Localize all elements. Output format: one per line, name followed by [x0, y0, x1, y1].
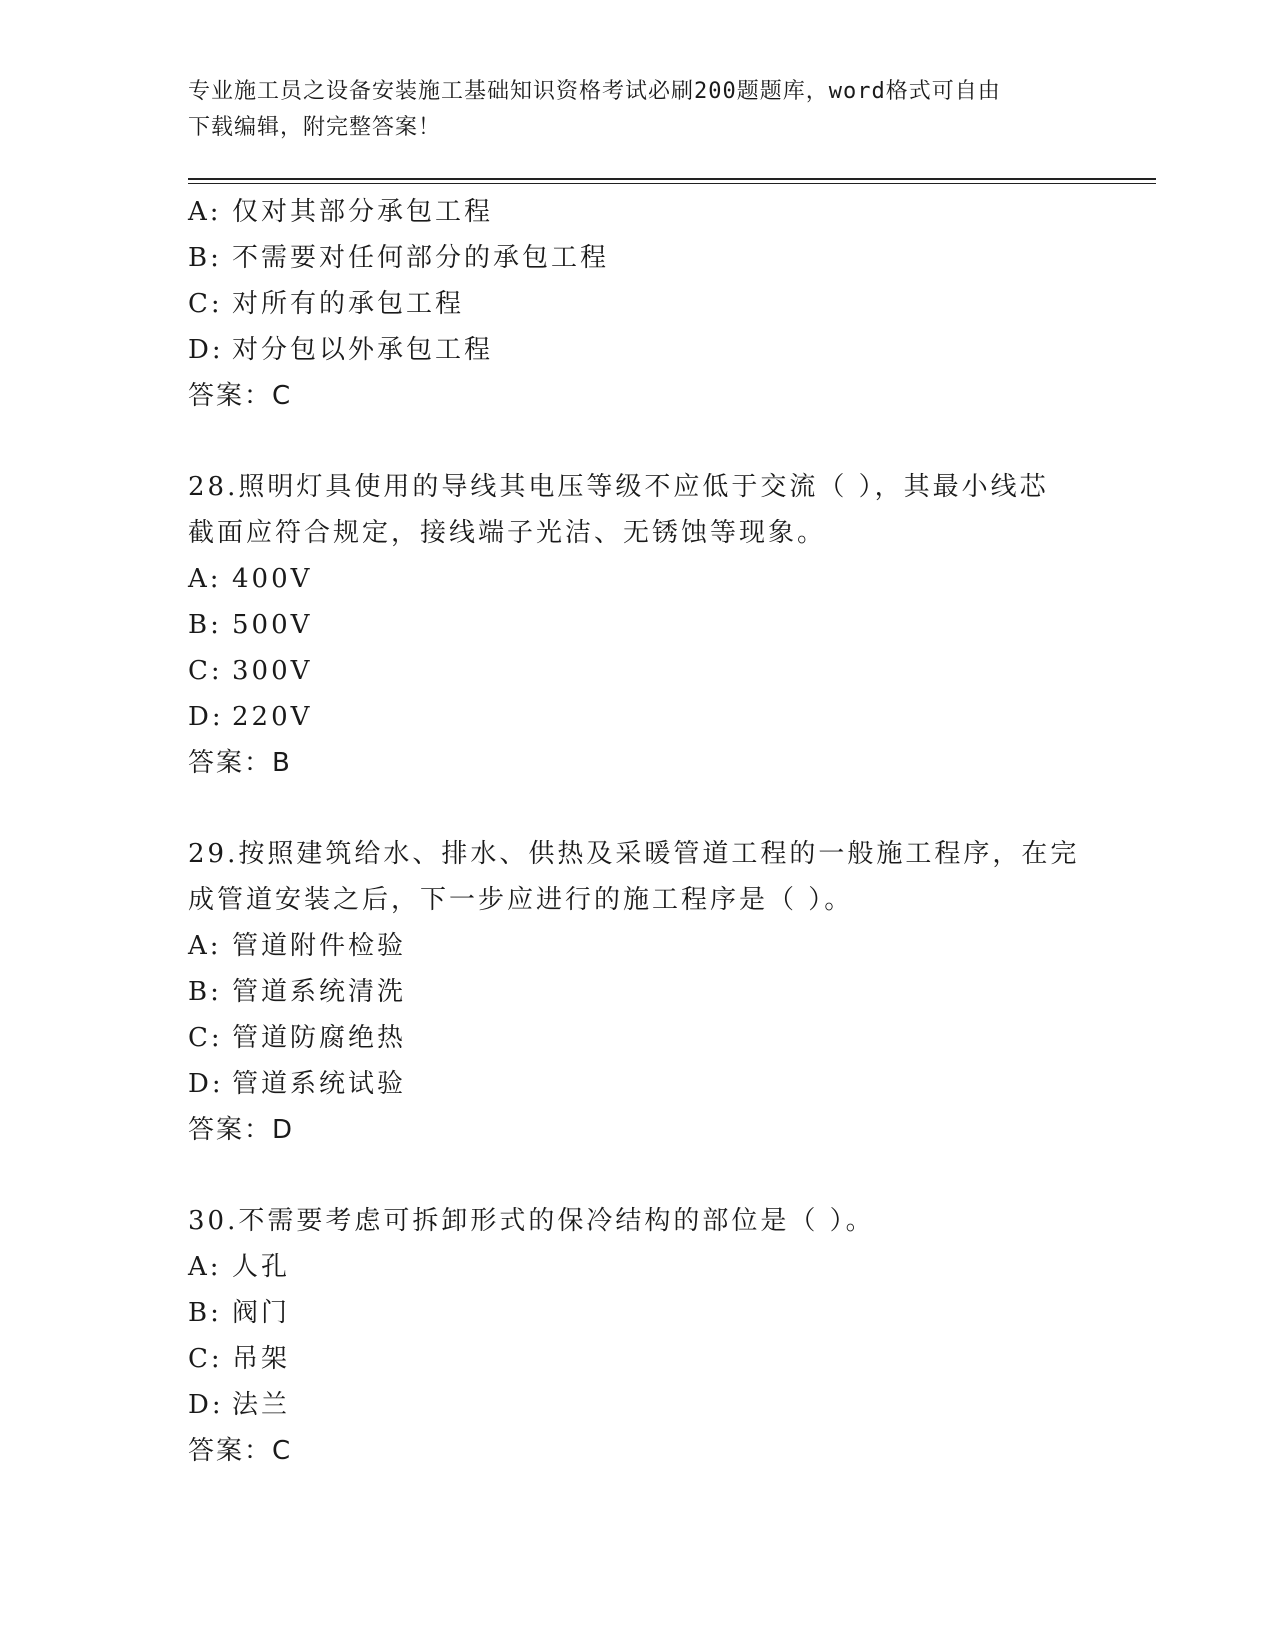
- stem-line-2: 成管道安装之后，下一步应进行的施工程序是（ ）。: [188, 885, 854, 915]
- option-letter: A:: [188, 197, 222, 227]
- option-text: 吊架: [232, 1344, 291, 1374]
- option-letter: C:: [188, 1023, 223, 1053]
- stem-line-1: 30.不需要考虑可拆卸形式的保冷结构的部位是（ ）。: [188, 1206, 875, 1236]
- option-letter: A:: [188, 564, 222, 594]
- question-stem: [188, 1198, 1088, 1244]
- option-letter: D:: [188, 1069, 224, 1099]
- header-line-1: 专业施工员之设备安装施工基础知识资格考试必刷200题题库，word格式可自由: [188, 79, 1001, 104]
- option-letter: C:: [188, 656, 223, 686]
- option-text: 对分包以外承包工程: [232, 335, 494, 365]
- option-c: [188, 1336, 1088, 1382]
- option-text: 管道系统清洗: [232, 977, 407, 1007]
- option-text: 220V: [232, 702, 313, 732]
- option-b: [188, 235, 1088, 281]
- option-d: [188, 1061, 1088, 1107]
- option-b: [188, 602, 1088, 648]
- option-letter: D:: [188, 702, 224, 732]
- option-text: 不需要对任何部分的承包工程: [232, 243, 610, 273]
- answer-line: 答案：C: [188, 1436, 293, 1466]
- header-divider-thick: [188, 178, 1156, 180]
- option-letter: D:: [188, 1390, 224, 1420]
- option-c: [188, 281, 1088, 327]
- stem-line-2: 截面应符合规定，接线端子光洁、无锈蚀等现象。: [188, 518, 827, 548]
- question-30: [188, 1198, 1088, 1474]
- header-divider-thin: [188, 183, 1156, 184]
- option-letter: C:: [188, 289, 223, 319]
- option-d: [188, 694, 1088, 740]
- option-text: 人孔: [232, 1252, 291, 1282]
- answer-line: 答案：C: [188, 381, 293, 411]
- option-b: [188, 969, 1088, 1015]
- option-text: 300V: [232, 656, 313, 686]
- answer-line: 答案：D: [188, 1115, 295, 1145]
- option-a: [188, 1244, 1088, 1290]
- option-letter: A:: [188, 931, 222, 961]
- option-d: [188, 1382, 1088, 1428]
- option-c: [188, 1015, 1088, 1061]
- option-letter: B:: [188, 610, 222, 640]
- question-content: [188, 189, 1088, 1474]
- option-letter: B:: [188, 243, 222, 273]
- header-line-2: 下载编辑，附完整答案！: [188, 115, 442, 140]
- option-text: 阀门: [232, 1298, 291, 1328]
- option-text: 管道附件检验: [232, 931, 407, 961]
- option-letter: A:: [188, 1252, 222, 1282]
- stem-line-1: 29.按照建筑给水、排水、供热及采暖管道工程的一般施工程序，在完: [188, 839, 1080, 869]
- option-b: [188, 1290, 1088, 1336]
- option-letter: C:: [188, 1344, 223, 1374]
- stem-line-1: 28.照明灯具使用的导线其电压等级不应低于交流（ ），其最小线芯: [188, 472, 1049, 502]
- option-letter: B:: [188, 977, 222, 1007]
- answer-line: 答案：B: [188, 748, 292, 778]
- option-letter: B:: [188, 1298, 222, 1328]
- option-text: 法兰: [232, 1390, 291, 1420]
- question-27-tail: [188, 189, 1088, 419]
- question-stem: [188, 464, 1088, 556]
- option-text: 仅对其部分承包工程: [232, 197, 494, 227]
- document-header: [188, 74, 1088, 146]
- option-text: 管道防腐绝热: [232, 1023, 407, 1053]
- option-text: 400V: [232, 564, 313, 594]
- option-letter: D:: [188, 335, 224, 365]
- option-text: 对所有的承包工程: [232, 289, 465, 319]
- option-a: [188, 556, 1088, 602]
- question-stem: [188, 831, 1088, 923]
- option-text: 管道系统试验: [232, 1069, 407, 1099]
- option-a: [188, 189, 1088, 235]
- option-a: [188, 923, 1088, 969]
- question-29: [188, 831, 1088, 1153]
- option-d: [188, 327, 1088, 373]
- option-text: 500V: [232, 610, 313, 640]
- option-c: [188, 648, 1088, 694]
- question-28: [188, 464, 1088, 786]
